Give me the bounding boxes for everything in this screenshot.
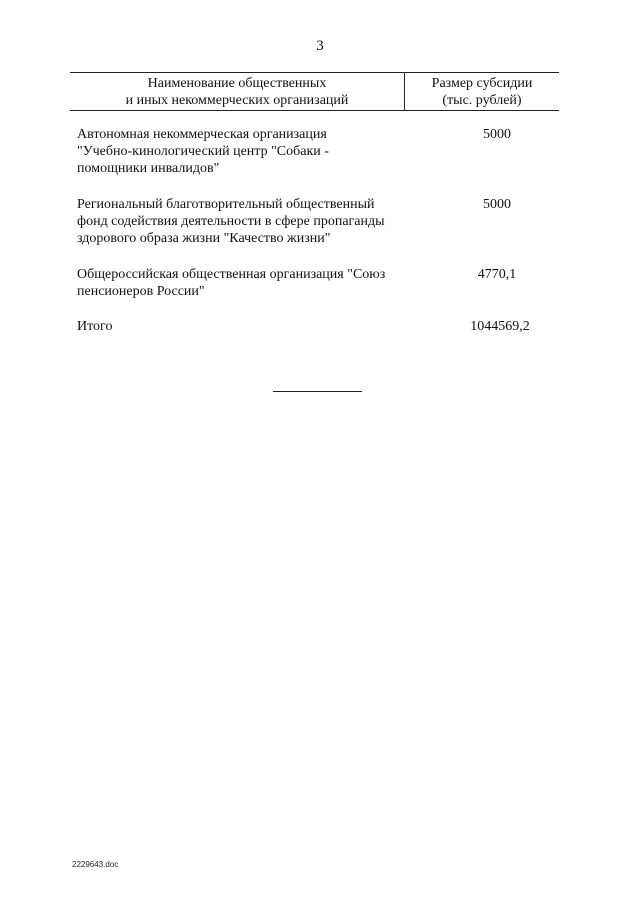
- organization-name-line: пенсионеров России": [77, 284, 205, 299]
- header-subsidy-amount: [405, 73, 559, 110]
- organization-name-line: помощники инвалидов": [77, 161, 220, 176]
- table-header: [70, 72, 559, 111]
- organization-name-line: здорового образа жизни "Качество жизни": [77, 231, 331, 246]
- organization-name-line: "Учебно-кинологический центр "Собаки -: [77, 144, 329, 159]
- subsidy-table: [70, 72, 559, 334]
- organization-name-line: Региональный благотворительный общественный: [77, 197, 375, 212]
- subsidy-amount: 5000: [483, 127, 511, 142]
- organization-name-line: Автономная некоммерческая организация: [77, 127, 327, 142]
- total-label-text: Итого: [77, 319, 113, 334]
- table-row: [77, 126, 559, 177]
- header-organization-name: [70, 73, 405, 110]
- organization-name: [77, 196, 437, 247]
- document-file-code: 2229643.doc: [72, 860, 119, 869]
- table-row: [77, 266, 559, 300]
- subsidy-amount: 4770,1: [477, 267, 517, 282]
- header-amount-line: (тыс. рублей): [442, 93, 522, 108]
- subsidy-amount: 5000: [483, 197, 511, 212]
- organization-name: [77, 266, 437, 300]
- table-row: [77, 196, 559, 247]
- header-amount-line: Размер субсидии: [431, 76, 533, 91]
- total-label: [77, 318, 437, 335]
- header-name-line: Наименование общественных: [147, 76, 327, 91]
- table-total-row: [77, 318, 559, 335]
- header-name-line: и иных некоммерческих организаций: [125, 93, 349, 108]
- organization-name-line: Общероссийская общественная организация "Союз: [77, 267, 386, 282]
- page-number: 3: [316, 38, 324, 54]
- organization-name-line: фонд содействия деятельности в сфере пропаганды: [77, 214, 385, 229]
- organization-name: [77, 126, 437, 177]
- end-of-document-line: [273, 391, 362, 392]
- total-amount: 1044569,2: [470, 319, 530, 334]
